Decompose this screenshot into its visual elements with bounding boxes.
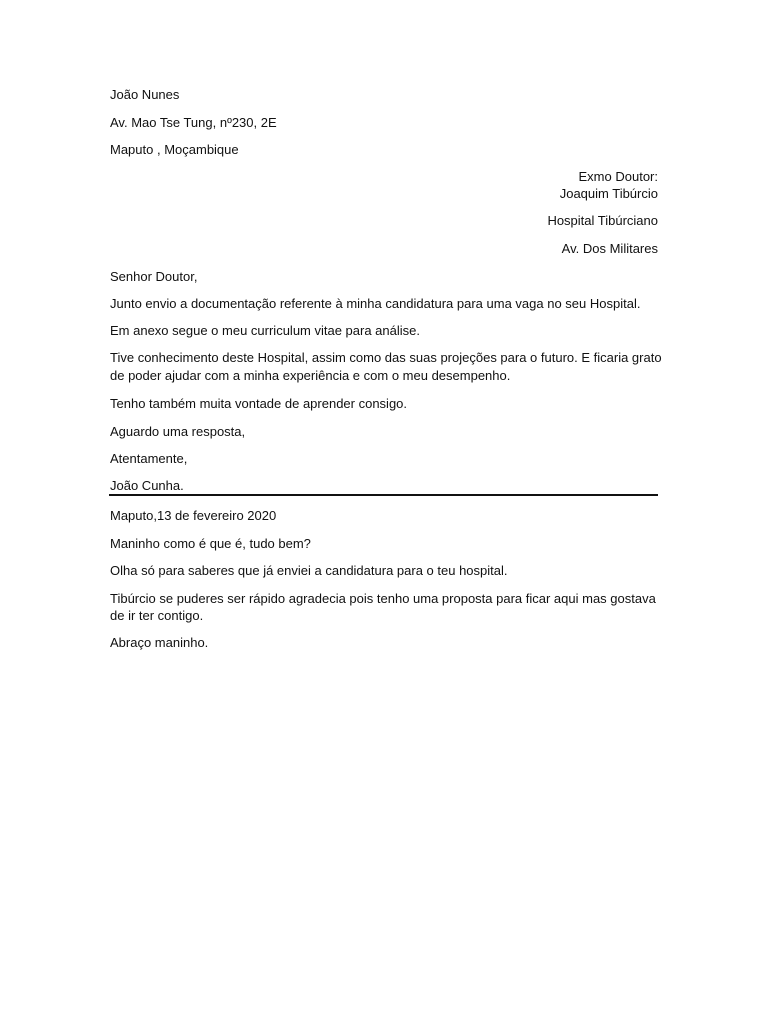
letter-paragraph-2: Em anexo segue o meu curriculum vitae para análise. — [110, 323, 420, 338]
letter-salutation: Senhor Doutor, — [110, 269, 198, 284]
section-divider — [109, 494, 658, 496]
recipient-name: Joaquim Tibúrcio — [559, 186, 658, 201]
letter-paragraph-4: Tenho também muita vontade de aprender consigo. — [110, 396, 408, 411]
recipient-institution: Hospital Tibúrciano — [547, 213, 658, 228]
note-paragraph-1: Olha só para saberes que já enviei a candidatura para o teu hospital. — [110, 563, 508, 578]
note-greeting: Maninho como é que é, tudo bem? — [110, 536, 311, 551]
note-sign-off: Abraço maninho. — [110, 635, 209, 650]
letter-closing-1: Aguardo uma resposta, — [110, 424, 246, 439]
note-date-line: Maputo,13 de fevereiro 2020 — [110, 508, 277, 523]
letter-paragraph-3-line-2: de poder ajudar com a minha experiência e com o meu desempenho. — [110, 368, 511, 383]
letter-paragraph-1: Junto envio a documentação referente à minha candidatura para uma vaga no seu Hospital. — [110, 296, 641, 311]
recipient-title: Exmo Doutor: — [578, 169, 658, 184]
sender-city: Maputo , Moçambique — [110, 142, 239, 157]
letter-signature: João Cunha. — [110, 478, 184, 493]
note-paragraph-2-line-1: Tibúrcio se puderes ser rápido agradecia pois tenho uma proposta para ficar aqui mas gostava — [110, 591, 656, 606]
note-paragraph-2-line-2: de ir ter contigo. — [110, 608, 204, 623]
sender-name: João Nunes — [110, 87, 180, 102]
letter-closing-2: Atentamente, — [110, 451, 188, 466]
letter-paragraph-3-line-1: Tive conhecimento deste Hospital, assim como das suas projeções para o futuro. E ficaria grato — [110, 350, 662, 365]
sender-address: Av. Mao Tse Tung, nº230, 2E — [110, 115, 277, 130]
recipient-address: Av. Dos Militares — [561, 241, 658, 256]
